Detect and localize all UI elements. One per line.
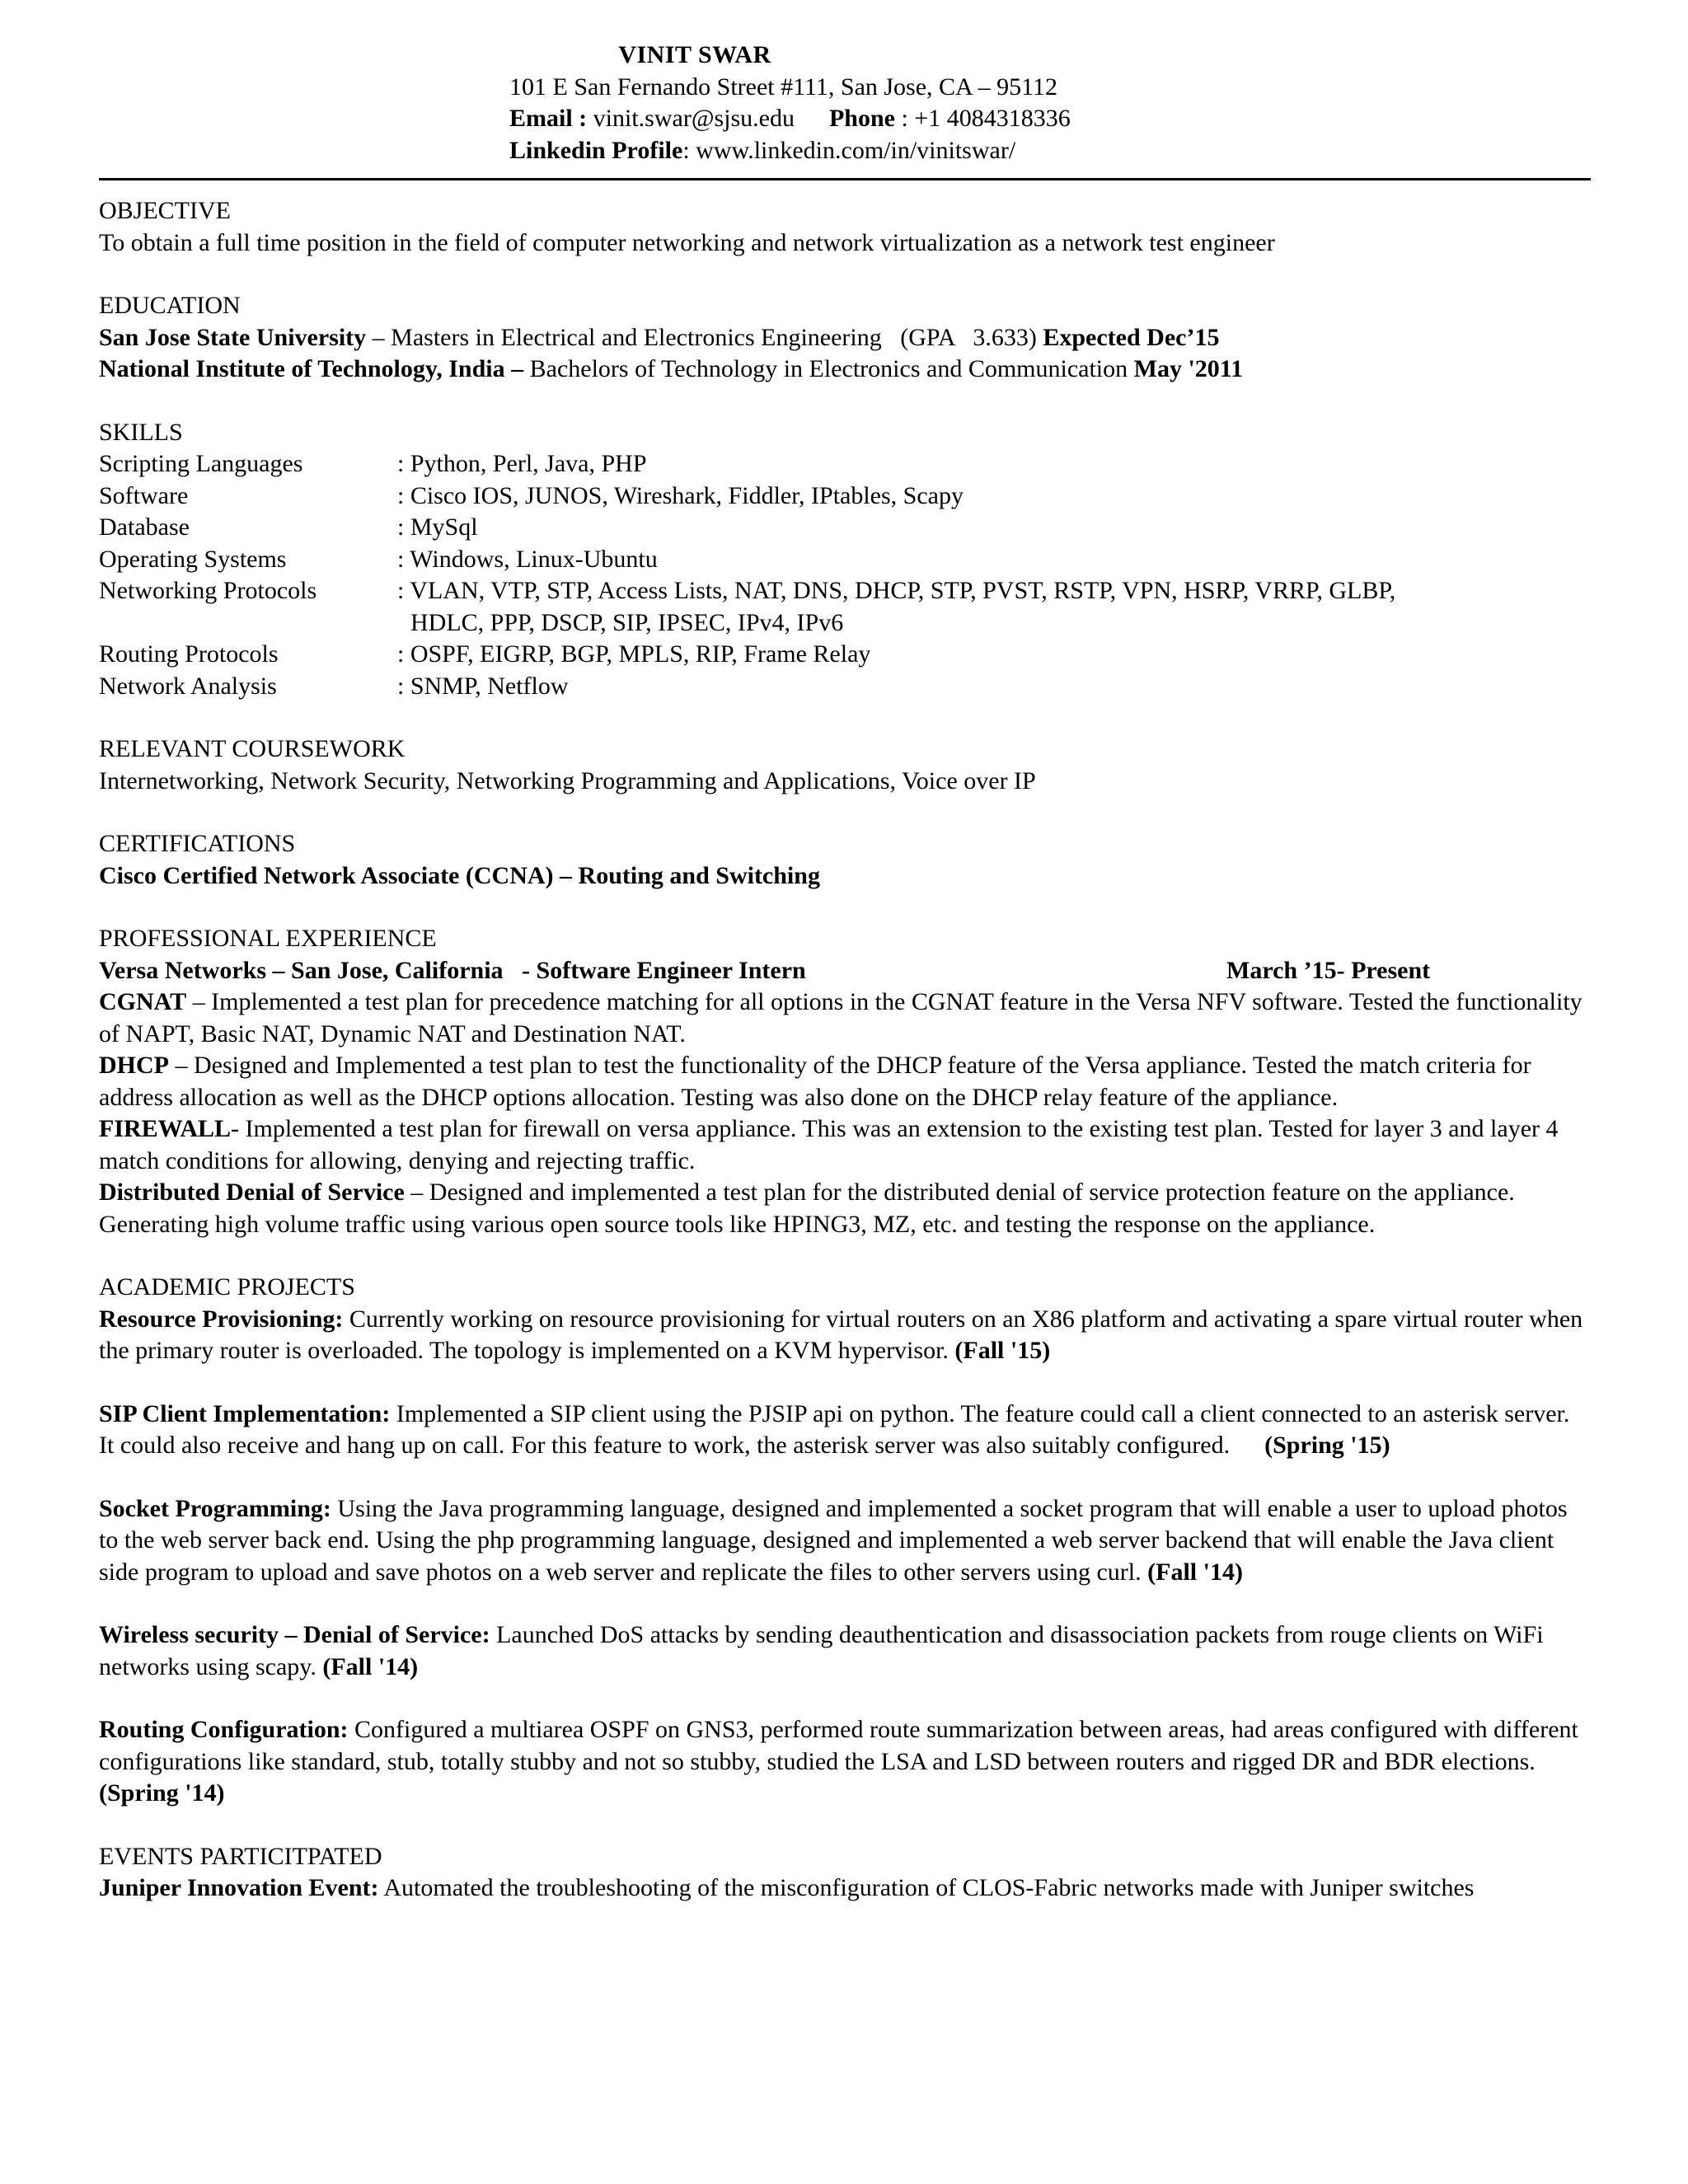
experience-role bbox=[99, 955, 1591, 987]
certification-item: Cisco Certified Network Associate (CCNA) – Routing and Switching bbox=[99, 861, 820, 889]
skill-value: : SNMP, Netflow bbox=[397, 672, 569, 700]
coursework-text: Internetworking, Network Security, Networking Programming and Applications, Voice over IP bbox=[99, 766, 1036, 794]
events-heading: EVENTS PARTICITPATED bbox=[99, 1842, 382, 1870]
project-title: Socket Programming: bbox=[99, 1494, 331, 1522]
event-title: Juniper Innovation Event: bbox=[99, 1874, 379, 1901]
experience-item bbox=[99, 987, 1591, 1050]
project-item bbox=[99, 1714, 1591, 1810]
phone-label: Phone bbox=[828, 105, 895, 132]
skill-label: Networking Protocols bbox=[99, 577, 317, 604]
certifications-section bbox=[99, 828, 1591, 892]
resume-header bbox=[509, 40, 1251, 166]
education-date: May '2011 bbox=[1133, 355, 1244, 382]
project-item bbox=[99, 1399, 1591, 1462]
project-title: Resource Provisioning: bbox=[99, 1305, 344, 1333]
skills-section bbox=[99, 417, 1591, 703]
coursework-section bbox=[99, 733, 1591, 797]
event-item bbox=[99, 1872, 1591, 1905]
education-section bbox=[99, 290, 1591, 386]
experience-item-text: – Designed and implemented a test plan for the distributed denial of service protection feature on the appliance. Generating high volume traffic using various open source tools like HPING3, MZ, etc. and testing the response on the appliance. bbox=[99, 1179, 1515, 1238]
email-value[interactable]: vinit.swar@sjsu.edu bbox=[593, 105, 795, 132]
project-item bbox=[99, 1304, 1591, 1367]
project-term: (Fall '14) bbox=[1147, 1558, 1243, 1586]
skills-heading: SKILLS bbox=[99, 418, 183, 446]
linkedin-label: Linkedin Profile bbox=[509, 136, 683, 164]
skill-row bbox=[99, 512, 1591, 544]
objective-heading: OBJECTIVE bbox=[99, 197, 231, 224]
education-school: San Jose State University bbox=[99, 323, 367, 351]
experience-company: Versa Networks – San Jose, California - Software Engineer Intern bbox=[99, 956, 806, 984]
project-term: (Spring '15) bbox=[1264, 1432, 1390, 1459]
education-detail: – Masters in Electrical and Electronics Engineering (GPA 3.633) bbox=[366, 323, 1043, 351]
project-term: (Fall '15) bbox=[954, 1337, 1051, 1364]
skill-label: Routing Protocols bbox=[99, 640, 279, 668]
experience-item-text: – Implemented a test plan for precedence matching for all options in the CGNAT feature in the Versa NFV software. Tested the functionality of NAPT, Basic NAT, Dynamic NAT and Destination NAT. bbox=[99, 988, 1582, 1047]
project-text: Using the Java programming language, designed and implemented a socket program that will enable a user to upload photos to the web server back end. Using the php programming language, designed and implemented a web server backend that will enable the Java client side program to upload and save photos on a web server and replicate the files to other servers using curl. bbox=[99, 1494, 1568, 1586]
skill-value: : MySql bbox=[397, 513, 478, 541]
education-school: National Institute of Technology, India – bbox=[99, 355, 524, 382]
education-detail: Bachelors of Technology in Electronics and Communication bbox=[523, 355, 1134, 382]
projects-heading: ACADEMIC PROJECTS bbox=[99, 1273, 355, 1301]
skill-value: : OSPF, EIGRP, BGP, MPLS, RIP, Frame Relay bbox=[397, 640, 871, 668]
projects-section bbox=[99, 1272, 1591, 1810]
skill-row bbox=[99, 544, 1591, 576]
education-item bbox=[99, 354, 1591, 386]
project-term: (Spring '14) bbox=[99, 1779, 225, 1807]
address-line: 101 E San Fernando Street #111, San Jose, CA – 95112 bbox=[509, 73, 1057, 101]
experience-item-title: FIREWALL bbox=[99, 1115, 232, 1142]
objective-section bbox=[99, 195, 1591, 259]
coursework-heading: RELEVANT COURSEWORK bbox=[99, 735, 406, 762]
education-date: Expected Dec’15 bbox=[1043, 323, 1220, 351]
resume-page bbox=[99, 40, 1591, 1936]
skill-row bbox=[99, 480, 1591, 513]
header-divider bbox=[99, 178, 1591, 180]
contact-line bbox=[509, 103, 1251, 135]
experience-heading: PROFESSIONAL EXPERIENCE bbox=[99, 925, 437, 952]
skill-value: : VLAN, VTP, STP, Access Lists, NAT, DNS, DHCP, STP, PVST, RSTP, VPN, HSRP, VRRP, GLBP, bbox=[397, 577, 1396, 604]
skill-label: Operating Systems bbox=[99, 545, 287, 573]
project-text: Implemented a SIP client using the PJSIP api on python. The feature could call a client connected to an asterisk server. It could also receive and hang up on call. For this feature to work, the asterisk server was also suitably configured. bbox=[99, 1399, 1570, 1459]
education-heading: EDUCATION bbox=[99, 292, 241, 319]
project-text: Configured a multiarea OSPF on GNS3, performed route summarization between areas, had areas configured with different configurations like standard, stub, totally stubby and not so stubby, studied the LSA and LSD between routers and rigged DR and BDR elections. bbox=[99, 1716, 1578, 1775]
skill-value: : Windows, Linux-Ubuntu bbox=[397, 545, 658, 573]
skill-row bbox=[99, 575, 1591, 639]
experience-item-title: Distributed Denial of Service bbox=[99, 1179, 405, 1206]
skill-label: Software bbox=[99, 481, 189, 509]
experience-item bbox=[99, 1113, 1591, 1177]
skill-label: Network Analysis bbox=[99, 672, 277, 700]
experience-section bbox=[99, 923, 1591, 1240]
phone-value: : +1 4084318336 bbox=[901, 105, 1071, 132]
events-section bbox=[99, 1841, 1591, 1905]
skill-row bbox=[99, 639, 1591, 671]
education-item bbox=[99, 322, 1591, 354]
linkedin-value[interactable]: : www.linkedin.com/in/vinitswar/ bbox=[682, 136, 1016, 164]
skill-value: : Cisco IOS, JUNOS, Wireshark, Fiddler, IPtables, Scapy bbox=[397, 481, 964, 509]
experience-date: March ’15- Present bbox=[1226, 956, 1431, 984]
project-title: Wireless security – Denial of Service: bbox=[99, 1621, 490, 1648]
skill-row bbox=[99, 671, 1591, 703]
candidate-name: VINIT SWAR bbox=[618, 41, 771, 68]
experience-item-text: – Designed and Implemented a test plan to test the functionality of the DHCP feature of the Versa appliance. Tested the match criteria for address allocation as well as the DHCP options allocation. Testing was also done on the DHCP relay feature of the appliance. bbox=[99, 1052, 1531, 1111]
experience-item-title: CGNAT bbox=[99, 988, 187, 1015]
email-label: Email : bbox=[509, 105, 588, 132]
skill-value: : Python, Perl, Java, PHP bbox=[397, 450, 647, 477]
linkedin-line bbox=[509, 135, 1251, 167]
project-text: Currently working on resource provisioning for virtual routers on an X86 platform and activating a spare virtual router when the primary router is overloaded. The topology is implemented on a KVM hypervisor. bbox=[99, 1305, 1583, 1364]
certifications-heading: CERTIFICATIONS bbox=[99, 830, 296, 857]
experience-item bbox=[99, 1050, 1591, 1113]
project-title: Routing Configuration: bbox=[99, 1716, 349, 1743]
objective-text: To obtain a full time position in the field of computer networking and network virtualization as a network test engineer bbox=[99, 228, 1275, 256]
skill-label: Database bbox=[99, 513, 190, 541]
skill-value-group bbox=[397, 575, 1591, 639]
skill-label: Scripting Languages bbox=[99, 450, 303, 477]
project-text: Launched DoS attacks by sending deauthentication and disassociation packets from rouge clients on WiFi networks using scapy. bbox=[99, 1621, 1544, 1680]
experience-item-title: DHCP bbox=[99, 1052, 169, 1079]
skill-row bbox=[99, 448, 1591, 480]
skill-value-continued: HDLC, PPP, DSCP, SIP, IPSEC, IPv4, IPv6 bbox=[410, 608, 844, 636]
project-item bbox=[99, 1619, 1591, 1683]
experience-item bbox=[99, 1177, 1591, 1240]
project-item bbox=[99, 1493, 1591, 1589]
experience-item-text: - Implemented a test plan for firewall on versa appliance. This was an extension to the existing test plan. Tested for layer 3 and layer 4 match conditions for allowing, denying and rejecting traffic. bbox=[99, 1115, 1559, 1174]
project-term: (Fall '14) bbox=[322, 1652, 419, 1680]
project-title: SIP Client Implementation: bbox=[99, 1399, 391, 1427]
event-text: Automated the troubleshooting of the misconfiguration of CLOS-Fabric networks made with Juniper switches bbox=[378, 1874, 1475, 1901]
